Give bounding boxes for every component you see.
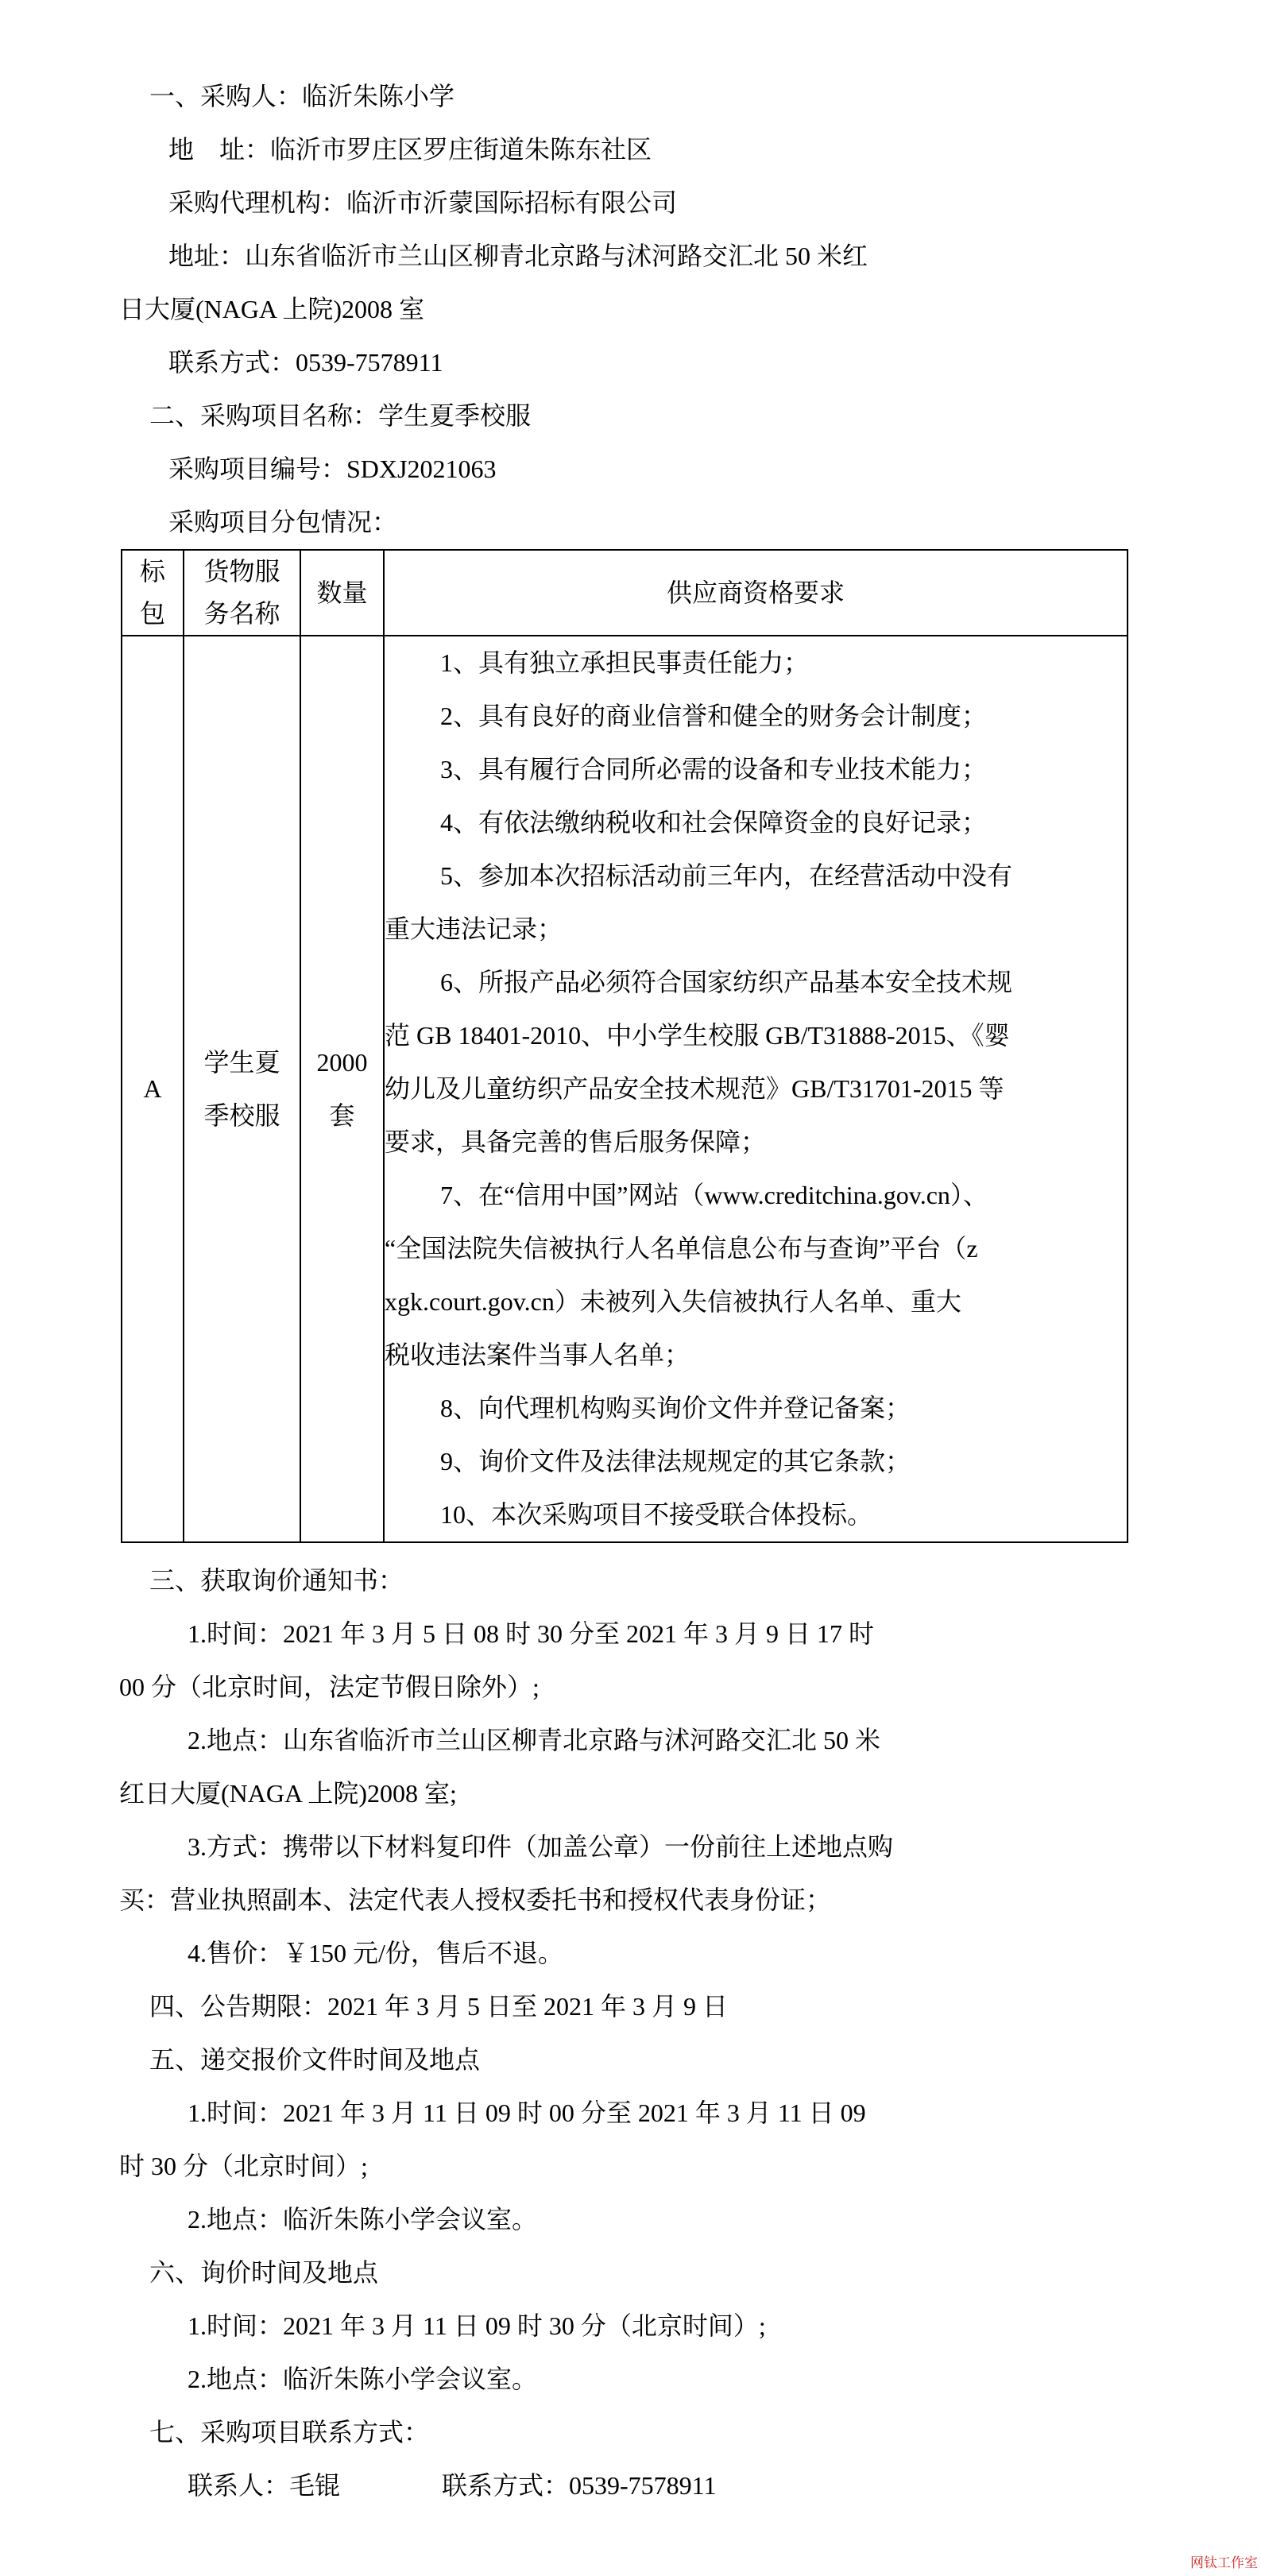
table-cell-line: 2000 <box>316 1047 368 1077</box>
text-line: 地址：山东省临沂市兰山区柳青北京路与沭河路交汇北 50 米红 <box>168 242 868 270</box>
requirement-line: 7、在“信用中国”网站（www.creditchina.gov.cn）、 <box>440 1181 988 1209</box>
text-line: 地 址：临沂市罗庄区罗庄街道朱陈东社区 <box>168 135 652 164</box>
table-cell-line: 学生夏 <box>203 1047 280 1077</box>
table-cell-line: 套 <box>329 1100 355 1130</box>
text-line: 1.时间：2021 年 3 月 11 日 09 时 30 分（北京时间）; <box>188 2311 766 2340</box>
studio-watermark: 网钛工作室 <box>1190 2555 1258 2570</box>
text-line: 六、询价时间及地点 <box>149 2258 379 2287</box>
table-header-goods-service-name <box>184 550 300 636</box>
text-line: 五、递交报价文件时间及地点 <box>149 2045 481 2074</box>
table-header-quantity <box>300 550 384 636</box>
requirement-line: 重大违法记录； <box>385 915 563 943</box>
text-line: 七、采购项目联系方式： <box>149 2418 430 2446</box>
text-line: 采购项目编号：SDXJ2021063 <box>168 454 497 483</box>
requirement-line: xgk.court.gov.cn）未被列入失信被执行人名单、重大 <box>385 1287 961 1316</box>
table-row-lot-a <box>122 636 1128 1542</box>
text-line: 3.方式：携带以下材料复印件（加盖公章）一份前往上述地点购 <box>188 1832 894 1861</box>
text-line: 一、采购人：临沂朱陈小学 <box>149 82 455 110</box>
text-line: 三、获取询价通知书： <box>149 1566 404 1595</box>
text-line: 时 30 分（北京时间）; <box>119 2152 368 2180</box>
requirement-line: 3、具有履行合同所必需的设备和专业技术能力； <box>440 755 988 783</box>
requirement-line: 9、询价文件及法律法规规定的其它条款； <box>440 1447 911 1476</box>
text-line: 采购项目分包情况： <box>168 508 398 536</box>
table-cell-line: 季校服 <box>203 1100 280 1130</box>
table-header-row <box>122 550 1128 636</box>
text-line: 采购代理机构：临沂市沂蒙国际招标有限公司 <box>168 188 678 217</box>
requirement-line: 2、具有良好的商业信誉和健全的财务会计制度； <box>440 702 988 730</box>
text-line: 红日大厦(NAGA 上院)2008 室; <box>119 1779 457 1808</box>
requirement-line: 1、具有独立承担民事责任能力； <box>440 648 810 677</box>
text-line: 2.地点：临沂朱陈小学会议室。 <box>188 2205 538 2234</box>
text-line: 日大厦(NAGA 上院)2008 室 <box>119 295 424 323</box>
table-header-lot <box>122 550 184 636</box>
text-line: 1.时间：2021 年 3 月 11 日 09 时 00 分至 2021 年 3 月 11 日 09 <box>188 2098 866 2127</box>
announcement-bottom-lines <box>119 1554 1144 2512</box>
text-line: 买：营业执照副本、法定代表人授权委托书和授权代表身份证； <box>119 1886 832 1914</box>
table-header-line: 务名称 <box>203 599 280 628</box>
text-line: 联系方式：0539-7578911 <box>168 348 443 377</box>
requirement-line: 幼儿及儿童纺织产品安全技术规范》GB/T31701-2015 等 <box>385 1074 1004 1103</box>
requirement-line: 4、有依法缴纳税收和社会保障资金的良好记录； <box>440 808 988 837</box>
table-header-line: 标 <box>139 557 165 586</box>
text-line: 二、采购项目名称：学生夏季校服 <box>149 401 532 430</box>
text-line: 00 分（北京时间，法定节假日除外）; <box>119 1673 540 1701</box>
text-line: 四、公告期限：2021 年 3 月 5 日至 2021 年 3 月 9 日 <box>149 1992 729 2021</box>
table-cell-supplier-qualification <box>384 636 1128 1542</box>
requirement-line: “全国法院失信被执行人名单信息公布与查询”平台（z <box>385 1234 978 1263</box>
text-line: 2.地点：临沂朱陈小学会议室。 <box>188 2365 538 2393</box>
requirement-line: 10、本次采购项目不接受联合体投标。 <box>440 1500 873 1529</box>
table-cell-lot: A <box>122 636 184 1542</box>
table-header-line: 包 <box>139 599 165 628</box>
requirement-line: 5、参加本次招标活动前三年内，在经营活动中没有 <box>440 861 1013 890</box>
requirement-line: 8、向代理机构购买询价文件并登记备案； <box>440 1394 911 1422</box>
table-header-line: 数量 <box>316 578 368 607</box>
text-line: 4.售价：￥150 元/份，售后不退。 <box>188 1939 563 1967</box>
lot-packages-table <box>121 549 1128 1543</box>
table-cell-goods-service-name <box>184 636 300 1542</box>
requirement-line: 要求，具备完善的售后服务保障； <box>385 1127 767 1156</box>
announcement-top-lines <box>119 70 1144 549</box>
requirement-line: 范 GB 18401-2010、中小学生校服 GB/T31888-2015、《婴 <box>385 1021 1010 1050</box>
requirement-line: 税收违法案件当事人名单； <box>385 1340 690 1369</box>
table-header-line: 货物服 <box>203 557 280 586</box>
text-line: 联系人：毛锟 联系方式：0539-7578911 <box>188 2471 717 2500</box>
procurement-announcement <box>119 70 1144 2512</box>
requirement-line: 6、所报产品必须符合国家纺织产品基本安全技术规 <box>440 968 1013 996</box>
table-header-supplier-qualification <box>384 550 1128 636</box>
table-header-line: 供应商资格要求 <box>666 578 845 607</box>
text-line: 2.地点：山东省临沂市兰山区柳青北京路与沭河路交汇北 50 米 <box>188 1726 881 1754</box>
table-cell-quantity <box>300 636 384 1542</box>
text-line: 1.时间：2021 年 3 月 5 日 08 时 30 分至 2021 年 3 月 9 日 17 时 <box>188 1619 875 1648</box>
